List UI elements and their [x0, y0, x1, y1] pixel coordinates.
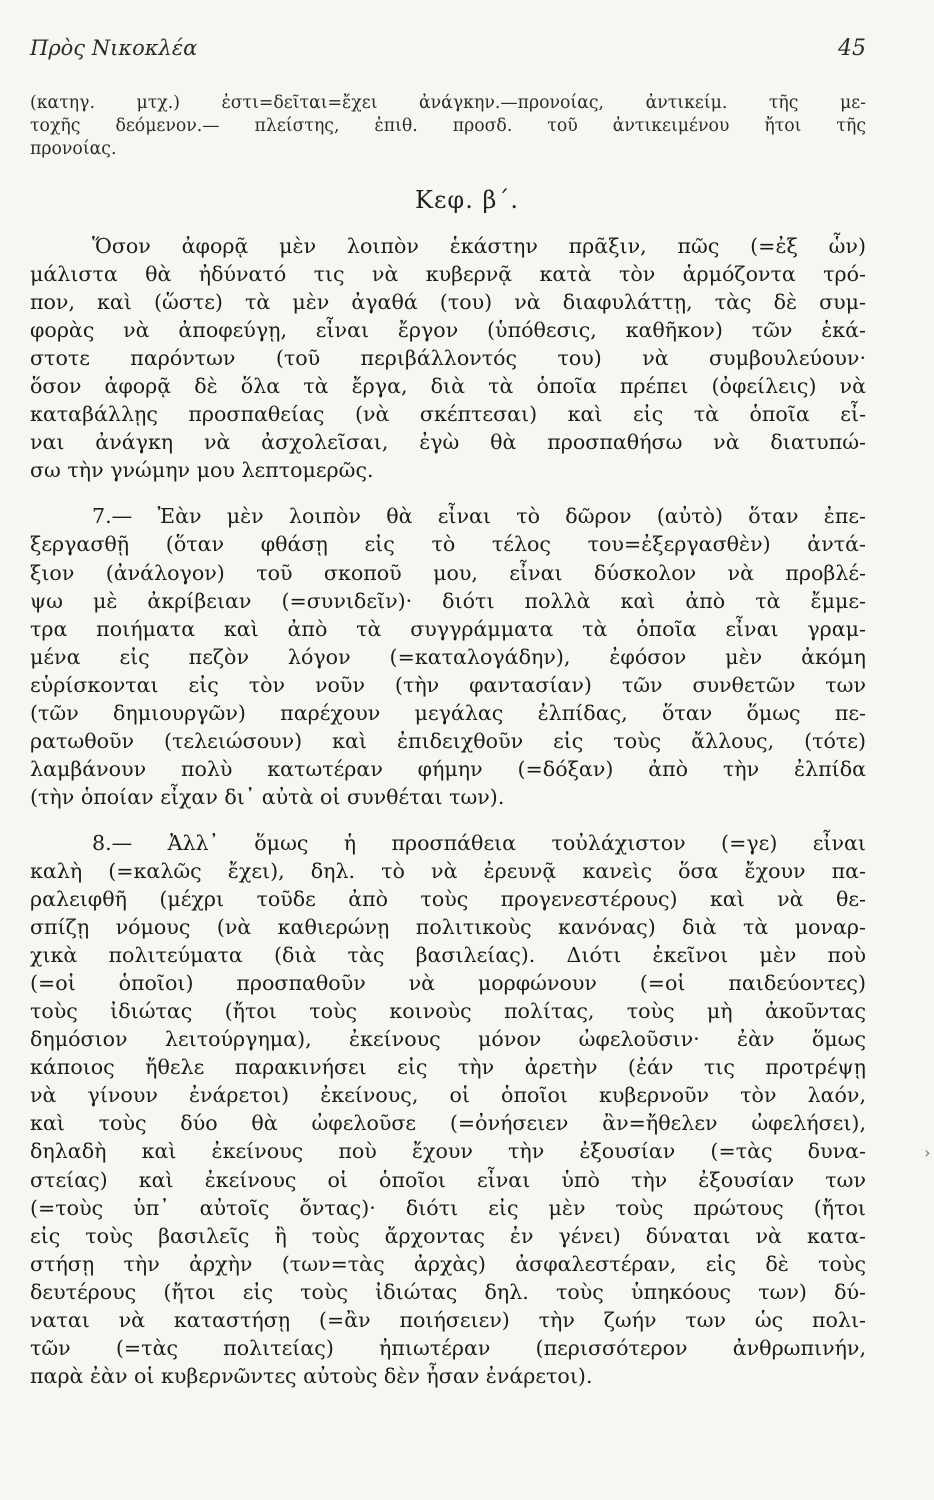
page-number: 45	[838, 36, 866, 61]
text-line: τῶν (=τὰς πολιτείας) ἠπιωτέραν (περισσότερον ἀνθρωπινήν,	[30, 1335, 866, 1360]
text-line: μένα εἰς πεζὸν λόγον (=καταλογάδην), ἐφόσον μὲν ἀκόμη	[30, 644, 866, 669]
text-line: σω τὴν γνώμην μου λεπτομερῶς.	[30, 458, 374, 483]
text-line: τοὺς ἰδιώτας (ἤτοι τοὺς κοινοὺς πολίτας, τοὺς μὴ ἀκοῦντας	[30, 999, 866, 1024]
paragraph-7	[30, 502, 866, 811]
text-line: (τὴν ὁποίαν εἶχαν δι᾿ αὐτὰ οἱ συνθέται των).	[30, 784, 505, 809]
main-text	[30, 232, 866, 1390]
page-header	[30, 36, 866, 70]
text-line: καὶ τοὺς δύο θὰ ὠφελοῦσε (=ὀνήσειεν ἂν=ἤθελεν ὠφελήσει),	[30, 1111, 866, 1136]
text-line: φορὰς νὰ ἀποφεύγῃ, εἶναι ἔργον (ὑπόθεσις, καθῆκον) τῶν ἑκά-	[30, 318, 866, 343]
chapter-heading: Κεφ. β΄.	[415, 186, 519, 214]
text-line: σπίζῃ νόμους (νὰ καθιερώνῃ πολιτικοὺς κανόνας) διὰ τὰ μοναρ-	[30, 915, 866, 940]
text-line: δευτέρους (ἤτοι εἰς τοὺς ἰδιώτας δηλ. τοὺς ὑπηκόους των) δύ-	[30, 1279, 866, 1304]
paragraph-8	[30, 829, 866, 1390]
text-line: τοχῆς δεόμενον.— πλείστης, ἐπιθ. προσδ. τοῦ ἀντικειμένου ἤτοι τῆς	[30, 116, 866, 136]
text-line: στήσῃ τὴν ἀρχὴν (των=τὰς ἀρχὰς) ἀσφαλεστέραν, εἰς δὲ τοὺς	[30, 1251, 866, 1276]
text-line: (=οἱ ὁποῖοι) προσπαθοῦν νὰ μορφώνουν (=οἱ παιδεύοντες)	[30, 971, 866, 996]
text-line: πον, καὶ (ὥστε) τὰ μὲν ἀγαθά (του) νὰ διαφυλάττῃ, τὰς δὲ συμ-	[30, 290, 866, 315]
text-line: νὰ γίνουν ἐνάρετοι) ἐκείνους, οἱ ὁποῖοι κυβερνοῦν τὸν λαόν,	[30, 1083, 866, 1108]
text-line: εἰς τοὺς βασιλεῖς ἢ τοὺς ἄρχοντας ἐν γένει) δύναται νὰ κατα-	[30, 1223, 866, 1248]
text-line: μάλιστα θὰ ἠδύνατό τις νὰ κυβερνᾷ κατὰ τὸν ἁρμόζοντα τρό-	[30, 262, 866, 287]
text-line: καταβάλλῃς προσπαθείας (νὰ σκέπτεσαι) καὶ εἰς τὰ ὁποῖα εἶ-	[30, 402, 866, 427]
text-line: ρατωθοῦν (τελειώσουν) καὶ ἐπιδειχθοῦν εἰς τοὺς ἄλλους, (τότε)	[30, 728, 866, 753]
text-line: (τῶν δημιουργῶν) παρέχουν μεγάλας ἐλπίδας, ὅταν ὅμως πε-	[30, 700, 866, 725]
text-line: (=τοὺς ὑπ᾿ αὐτοῖς ὄντας)· διότι εἰς μὲν τοὺς πρώτους (ἤτοι	[30, 1195, 866, 1220]
text-line: Ὅσον ἀφορᾷ μὲν λοιπὸν ἑκάστην πρᾶξιν, πῶς (=ἐξ ὧν)	[92, 234, 866, 258]
text-line: ναι ἀνάγκη νὰ ἀσχολεῖσαι, ἐγὼ θὰ προσπαθήσω νὰ διατυπώ-	[30, 430, 866, 455]
text-line: (κατηγ. μτχ.) ἐστι=δεῖται=ἔχει ἀνάγκην.—προνοίας, ἀντικείμ. τῆς με-	[30, 93, 866, 113]
running-title: Πρὸς Νικοκλέα	[30, 36, 198, 60]
paragraph-1	[30, 232, 866, 484]
notes-text	[30, 92, 866, 161]
text-line: ὅσον ἀφορᾷ δὲ ὅλα τὰ ἔργα, διὰ τὰ ὁποῖα πρέπει (ὀφείλεις) νὰ	[30, 374, 866, 399]
text-line: προνοίας.	[30, 139, 117, 159]
text-line: χικὰ πολιτεύματα (διὰ τὰς βασιλείας). Διότι ἐκεῖνοι μὲν ποὺ	[30, 943, 866, 968]
text-line: λαμβάνουν πολὺ κατωτέραν φήμην (=δόξαν) ἀπὸ τὴν ἐλπίδα	[30, 756, 866, 781]
text-line: ναται νὰ καταστήσῃ (=ἂν ποιήσειεν) τὴν ζωήν των ὡς πολι-	[30, 1307, 866, 1332]
text-line: 8.— Ἀλλ᾿ ὅμως ἡ προσπάθεια τοὐλάχιστον (=γε) εἶναι	[92, 830, 866, 855]
footnote-continuation	[30, 92, 866, 161]
text-line: καλὴ (=καλῶς ἔχει), δηλ. τὸ νὰ ἐρευνᾷ κανεὶς ὅσα ἔχουν πα-	[30, 858, 866, 883]
text-line: ραλειφθῆ (μέχρι τοῦδε ἀπὸ τοὺς προγενεστέρους) καὶ νὰ θε-	[30, 887, 866, 912]
text-line: ξιον (ἀνάλογον) τοῦ σκοποῦ μου, εἶναι δύσκολον νὰ προβλέ-	[30, 560, 866, 585]
text-line: στείας) καὶ ἐκείνους οἱ ὁποῖοι εἶναι ὑπὸ τὴν ἐξουσίαν των	[30, 1167, 866, 1192]
margin-mark: ›	[924, 1143, 931, 1162]
text-line: ξεργασθῇ (ὅταν φθάσῃ εἰς τὸ τέλος του=ἐξεργασθὲν) ἀντά-	[30, 532, 866, 557]
text-line: δηλαδὴ καὶ ἐκείνους ποὺ ἔχουν τὴν ἐξουσίαν (=τὰς δυνα-	[30, 1139, 866, 1164]
text-line: 7.— Ἐὰν μὲν λοιπὸν θὰ εἶναι τὸ δῶρον (αὐτὸ) ὅταν ἐπε-	[92, 504, 866, 529]
text-line: παρὰ ἐὰν οἱ κυβερνῶντες αὐτοὺς δὲν ἦσαν ἐνάρετοι).	[30, 1363, 593, 1388]
text-line: στοτε παρόντων (τοῦ περιβάλλοντός του) νὰ συμβουλεύουν·	[30, 346, 866, 371]
text-line: ψω μὲ ἀκρίβειαν (=συνιδεῖν)· διότι πολλὰ καὶ ἀπὸ τὰ ἔμμε-	[30, 588, 866, 613]
text-line: κάποιος ἤθελε παρακινήσει εἰς τὴν ἀρετὴν (ἐάν τις προτρέψῃ	[30, 1055, 866, 1080]
text-line: εὑρίσκονται εἰς τὸν νοῦν (τὴν φαντασίαν) τῶν συνθετῶν των	[30, 672, 866, 697]
text-line: τρα ποιήματα καὶ ἀπὸ τὰ συγγράμματα τὰ ὁποῖα εἶναι γραμ-	[30, 616, 866, 641]
text-line: δημόσιον λειτούργημα), ἐκείνους μόνον ὠφελοῦσιν· ἐὰν ὅμως	[30, 1027, 866, 1052]
